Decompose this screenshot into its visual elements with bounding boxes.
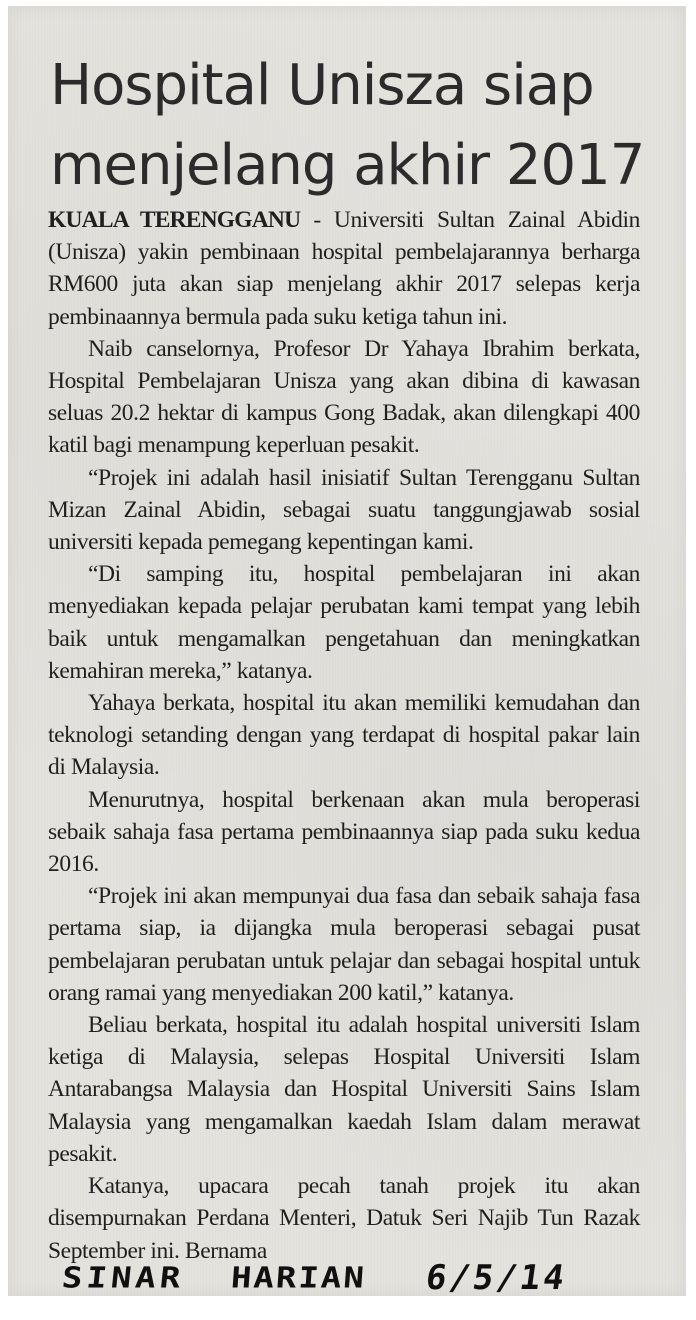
article-body — [48, 204, 640, 1267]
paragraph-1-text: Universiti Sultan Zainal Abidin (Unisza) yakin pembinaan hospital pembelajarannya berharga RM600 juta akan siap menjelang akhir 2017 selepas kerja pembinaannya bermula pada suku ketiga tahun ini. — [48, 207, 641, 330]
article-paragraph-6: Menurutnya, hospital berkenaan akan mula beroperasi sebaik sahaja fasa pertama pembinaannya siap pada suku kedua 2016. — [48, 786, 640, 878]
headline-line-2: menjelang akhir 2017 — [50, 133, 645, 198]
headline-line-1: Hospital Unisza siap — [50, 53, 594, 118]
article-paragraph-5: Yahaya berkata, hospital itu akan memiliki kemudahan dan teknologi setanding dengan yang terdapat di hospital pakar lain di Malaysia. — [48, 690, 640, 781]
article-paragraph-3: “Projek ini adalah hasil inisiatif Sultan Terengganu Sultan Mizan Zainal Abidin, sebagai suatu tanggungjawab sosial universiti kepada pemegang kepentingan kami. — [48, 464, 640, 556]
article-paragraph-4: “Di samping itu, hospital pembelajaran ini akan menyediakan kepada pelajar perubatan kami tempat yang lebih baik untuk mengamalkan pengetahuan dan meningkatkan kemahiran mereka,” katanya. — [48, 561, 640, 684]
article-paragraph-7: “Projek ini akan mempunyai dua fasa dan sebaik sahaja fasa pertama siap, ia dijangka mula beroperasi sebagai pusat pembelajaran perubatan untuk pelajar dan sebagai hospital untuk orang ramai yang menyediakan 200 katil,” katanya. — [48, 883, 640, 1006]
article-headline — [50, 46, 670, 206]
article-paragraph-9: Katanya, upacara pecah tanah projek itu akan disempurnakan Perdana Menteri, Datuk Seri Najib Tun Razak September ini. Bernama — [48, 1173, 640, 1264]
article-paragraph-2: Naib canselornya, Profesor Dr Yahaya Ibrahim berkata, Hospital Pembelajaran Unisza yang akan dibina di kawasan seluas 20.2 hektar di kampus Gong Badak, akan dilengkapi 400 katil bagi menampung keperluan pesakit. — [48, 335, 640, 459]
article-paragraph-1 — [48, 204, 640, 333]
handwritten-date: 6/5/14 — [423, 1258, 570, 1298]
article-dateline: KUALA TERENGGANU — [48, 207, 301, 233]
newspaper-clipping — [8, 6, 686, 1296]
handwritten-source-word-2: HARIAN — [229, 1261, 367, 1295]
handwritten-source-word-1: SINAR — [60, 1261, 187, 1295]
dateline-separator: - — [300, 207, 334, 233]
handwritten-source-note — [62, 1248, 682, 1308]
article-paragraph-8: Beliau berkata, hospital itu adalah hospital universiti Islam ketiga di Malaysia, selepas Hospital Universiti Islam Antarabangsa Malaysia dan Hospital Universiti Sains Islam Malaysia yang mengamalkan kaedah Islam dalam merawat pesakit. — [48, 1012, 640, 1167]
